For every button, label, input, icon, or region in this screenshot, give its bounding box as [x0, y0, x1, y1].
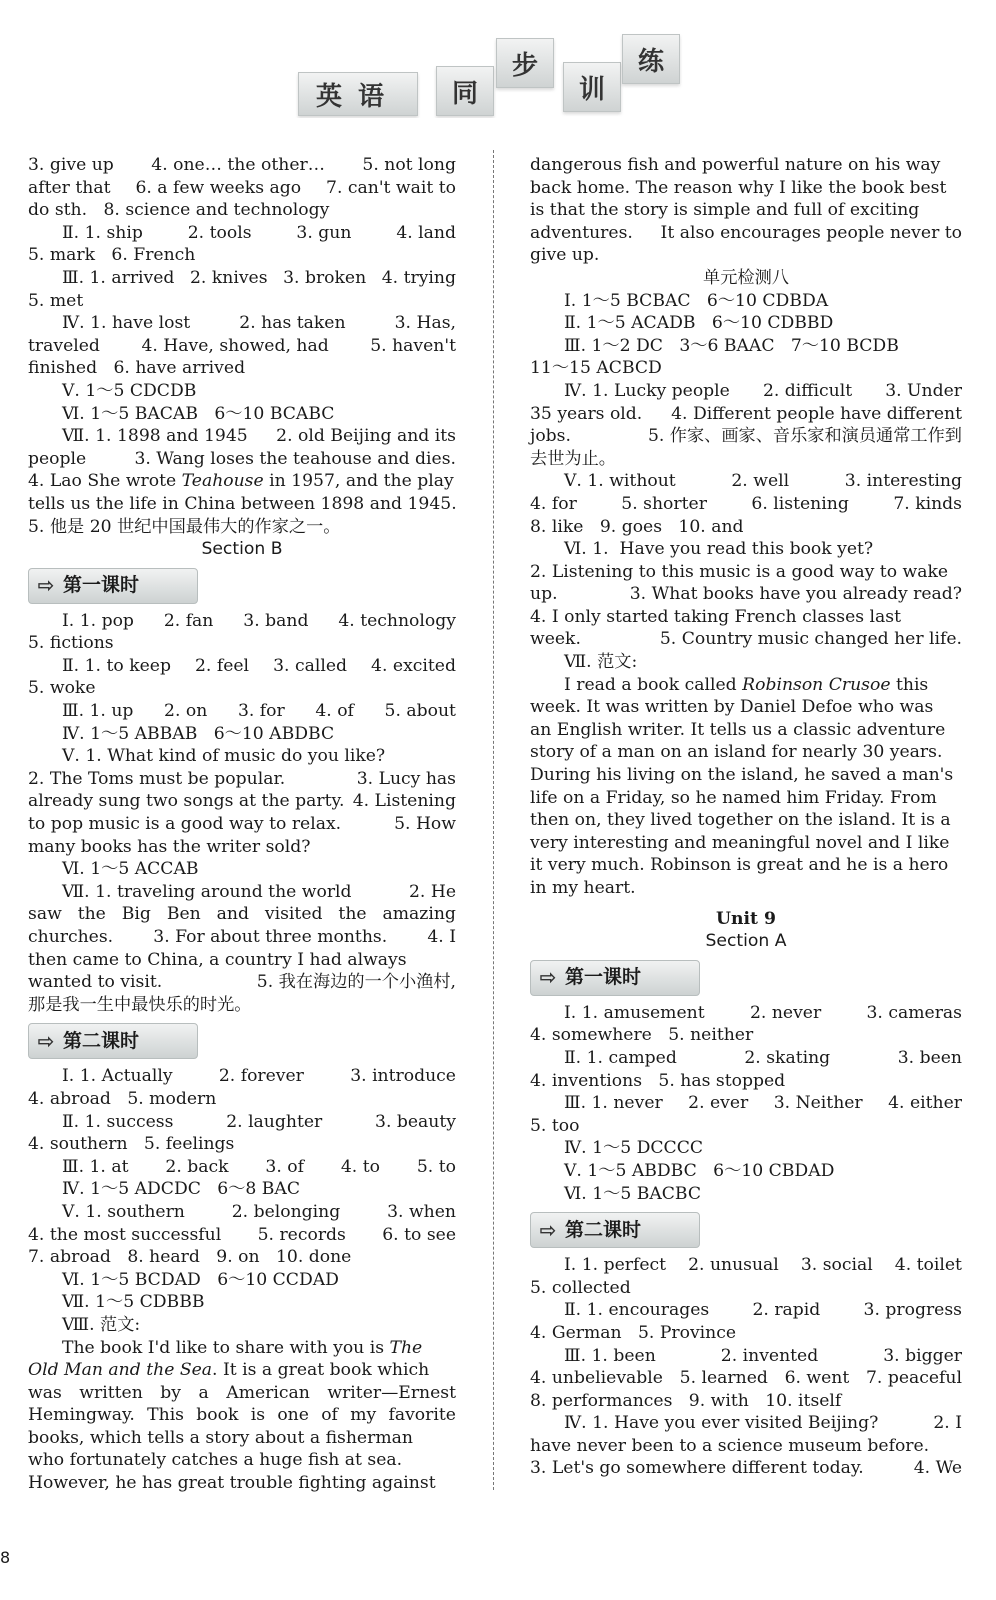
text-line: Ⅳ. 1. have lost 2. has taken 3. Has,	[62, 313, 456, 334]
title-char-2: 步	[496, 38, 554, 88]
text-line: 5. collected	[530, 1277, 631, 1298]
text-line: Ⅴ. 1～5 ABDBC 6～10 CBDAD	[564, 1160, 835, 1181]
text-line: I read a book called Robinson Crusoe this	[564, 674, 929, 695]
text-line: was written by a American writer—Ernest	[28, 1382, 456, 1403]
text-line: Ⅲ. 1. been 2. invented 3. bigger	[564, 1345, 962, 1366]
text-line: 8. performances 9. with 10. itself	[530, 1390, 842, 1411]
lesson-banner: ⇨ 第一课时	[28, 568, 198, 604]
subject-label: 英语	[298, 72, 418, 116]
text-line: Ⅵ. 1～5 ACCAB	[62, 859, 199, 880]
column-divider	[493, 150, 494, 1490]
text-line: churches. 3. For about three months. 4. I	[28, 927, 456, 947]
text-line: During his living on the island, he saved a man's	[530, 765, 954, 786]
title-char-3: 训	[563, 62, 621, 112]
text-line: Ⅵ. 1～5 BCDAD 6～10 CCDAD	[62, 1269, 339, 1290]
section-heading: Section B	[201, 539, 283, 560]
text-line: Ⅶ. 1. 1898 and 1945 2. old Beijing and its	[62, 426, 456, 447]
text-line: traveled 4. Have, showed, had 5. haven't	[28, 335, 456, 356]
text-line: 2. The Toms must be popular. 3. Lucy has	[28, 768, 456, 789]
text-line: it very much. Robinson is great and he is a hero	[530, 855, 949, 876]
text-line: The book I'd like to share with you is The	[62, 1337, 423, 1358]
text-line: Ⅳ. 1～5 DCCCC	[564, 1138, 704, 1159]
text-line: adventures. It also encourages people never to	[530, 222, 962, 243]
arrow-right-icon: ⇨	[539, 965, 557, 990]
page-number: 8	[0, 1548, 11, 1567]
text-line: then on, they lived together on the island. It is a	[530, 810, 951, 831]
title-char-1: 同	[436, 66, 494, 116]
text-line: who fortunately catches a huge fish at sea.	[28, 1450, 403, 1471]
text-line: Ⅶ. 范文:	[564, 652, 638, 673]
section-heading: Section A	[705, 931, 787, 952]
text-line: 5. 他是 20 世纪中国最伟大的作家之一。	[28, 516, 341, 537]
text-line: 4. inventions 5. has stopped	[530, 1070, 786, 1091]
text-line: Ⅰ. 1. perfect 2. unusual 3. social 4. toilet	[564, 1255, 962, 1276]
text-line: in my heart.	[530, 878, 636, 898]
right-column	[530, 154, 962, 1480]
text-line: Ⅵ. 1～5 BACAB 6～10 BCABC	[62, 403, 335, 424]
text-line: Ⅱ. 1. camped 2. skating 3. been	[564, 1047, 962, 1068]
text-line: have never been to a science museum before.	[530, 1435, 930, 1456]
lesson-banner: ⇨ 第二课时	[530, 1212, 700, 1248]
text-line: Ⅱ. 1～5 ACADB 6～10 CDBBD	[564, 313, 834, 334]
arrow-right-icon: ⇨	[37, 573, 55, 598]
arrow-right-icon: ⇨	[37, 1029, 55, 1054]
text-line: Ⅰ. 1. amusement 2. never 3. cameras	[564, 1002, 962, 1023]
text-line: Ⅲ. 1. arrived 2. knives 3. broken 4. trying	[62, 267, 456, 288]
text-line: Ⅶ. 1. traveling around the world 2. He	[62, 881, 456, 902]
text-line: However, he has great trouble fighting against	[28, 1473, 436, 1494]
text-line: Ⅳ. 1. Have you ever visited Beijing? 2. I	[564, 1413, 962, 1434]
text-line: up. 3. What books have you already read?	[530, 584, 962, 605]
text-line: life on a Friday, so he named him Friday. From	[530, 787, 937, 808]
title-char-4: 练	[622, 34, 680, 84]
page-header	[0, 0, 996, 118]
text-line: week. 5. Country music changed her life.	[530, 629, 962, 650]
text-line: Ⅰ. 1. Actually 2. forever 3. introduce	[62, 1066, 456, 1087]
text-line: back home. The reason why I like the book best	[530, 177, 947, 198]
text-line: 2. Listening to this music is a good way to wake	[530, 561, 949, 582]
text-line: Ⅴ. 1. southern 2. belonging 3. when	[62, 1201, 456, 1222]
text-line: 11～15 ACBCD	[530, 358, 662, 379]
text-line: 3. give up 4. one… the other… 5. not long	[28, 155, 456, 175]
text-line: 4. for 5. shorter 6. listening 7. kinds	[530, 493, 962, 514]
text-line: dangerous fish and powerful nature on his way	[530, 155, 941, 175]
text-line: Ⅱ. 1. ship 2. tools 3. gun 4. land	[62, 222, 456, 243]
text-line: Ⅱ. 1. success 2. laughter 3. beauty	[62, 1111, 456, 1132]
text-line: 4. I only started taking French classes last	[530, 606, 902, 627]
lesson-banner: ⇨ 第一课时	[530, 960, 700, 996]
text-line: Ⅲ. 1. up 2. on 3. for 4. of 5. about	[62, 701, 456, 722]
text-line: 4. abroad 5. modern	[28, 1088, 217, 1109]
text-line: 4. German 5. Province	[530, 1322, 737, 1343]
text-line: Ⅱ. 1. encourages 2. rapid 3. progress	[564, 1300, 962, 1321]
text-line: story of a man on an island for nearly 30 years.	[530, 742, 943, 763]
text-line: an English writer. It tells us a classic adventure	[530, 719, 946, 740]
text-line: people 3. Wang loses the teahouse and dies.	[28, 448, 456, 469]
text-line: very interesting and meaningful novel and I like	[530, 832, 950, 853]
text-line: Old Man and the Sea . It is a great book which	[28, 1360, 430, 1381]
text-line: finished 6. have arrived	[28, 358, 246, 379]
section-heading: 单元检测八	[703, 267, 789, 288]
text-line: 8. like 9. goes 10. and	[530, 516, 744, 537]
text-line: after that 6. a few weeks ago 7. can't wait to	[28, 177, 456, 198]
text-line: 4. somewhere 5. neither	[530, 1025, 754, 1046]
text-line: Hemingway. This book is one of my favorite	[28, 1405, 456, 1426]
text-line: Ⅴ. 1. What kind of music do you like?	[62, 746, 386, 767]
text-line: Ⅳ. 1. Lucky people 2. difficult 3. Under	[564, 380, 962, 401]
text-line: 3. Let's go somewhere different today. 4. We	[530, 1458, 962, 1479]
text-line: do sth. 8. science and technology	[28, 200, 330, 221]
text-line: already sung two songs at the party. 4. Listening	[28, 791, 456, 812]
text-line: 4. southern 5. feelings	[28, 1134, 235, 1155]
left-column	[28, 154, 456, 1495]
text-line: 5. met	[28, 290, 84, 311]
text-line: Ⅲ. 1. never 2. ever 3. Neither 4. either	[564, 1093, 962, 1114]
text-line: tells us the life in China between 1898 and 1945.	[28, 493, 457, 514]
text-line: 7. abroad 8. heard 9. on 10. done	[28, 1247, 352, 1268]
text-line: Ⅷ. 范文:	[62, 1314, 141, 1335]
text-line: 那是我一生中最快乐的时光。	[28, 994, 252, 1015]
text-line: 5. fictions	[28, 633, 114, 654]
text-line: to pop music is a good way to relax. 5. How	[28, 814, 456, 835]
text-line: 4. unbelievable 5. learned 6. went 7. peaceful	[530, 1368, 962, 1389]
text-line: Ⅳ. 1～5 ADCDC 6～8 BAC	[62, 1179, 300, 1200]
text-line: 5. too	[530, 1115, 580, 1136]
text-line: 5. woke	[28, 678, 96, 699]
text-line: Ⅱ. 1. to keep 2. feel 3. called 4. excited	[62, 655, 456, 676]
text-line: Ⅰ. 1. pop 2. fan 3. band 4. technology	[62, 610, 456, 631]
text-line: Ⅴ. 1. without 2. well 3. interesting	[564, 471, 962, 492]
text-line: Ⅵ. 1～5 BACBC	[564, 1183, 702, 1204]
text-line: give up.	[530, 245, 600, 266]
text-line: then came to China, a country I had always	[28, 949, 407, 970]
text-line: saw the Big Ben and visited the amazing	[28, 904, 456, 925]
text-line: Ⅲ. 1～2 DC 3～6 BAAC 7～10 BCDB	[564, 335, 899, 356]
unit-heading: Unit 9	[716, 908, 776, 929]
text-line: wanted to visit. 5. 我在海边的一个小渔村,	[28, 972, 456, 993]
text-line: 4. Lao She wrote Teahouse in 1957, and the play	[28, 471, 454, 492]
text-line: week. It was written by Daniel Defoe who was	[530, 697, 934, 718]
text-line: Ⅶ. 1～5 CDBBB	[62, 1292, 205, 1313]
text-line: 35 years old. 4. Different people have different	[530, 403, 962, 424]
text-line: jobs. 5. 作家、画家、音乐家和演员通常工作到	[530, 426, 962, 447]
text-line: Ⅰ. 1～5 BCBAC 6～10 CDBDA	[564, 290, 829, 311]
text-line: many books has the writer sold?	[28, 836, 311, 857]
text-line: is that the story is simple and full of exciting	[530, 200, 920, 221]
text-line: books, which tells a story about a fisherman	[28, 1427, 413, 1448]
text-line: 去世为止。	[530, 448, 616, 469]
text-line: Ⅲ. 1. at 2. back 3. of 4. to 5. to	[62, 1156, 456, 1177]
arrow-right-icon: ⇨	[539, 1217, 557, 1242]
text-line: Ⅳ. 1～5 ABBAB 6～10 ABDBC	[62, 723, 335, 744]
text-line: 5. mark 6. French	[28, 245, 196, 266]
lesson-banner: ⇨ 第二课时	[28, 1023, 198, 1059]
text-line: Ⅴ. 1～5 CDCDB	[62, 380, 197, 401]
text-line: Ⅵ. 1. Have you read this book yet?	[564, 539, 874, 560]
text-line: 4. the most successful 5. records 6. to see	[28, 1224, 456, 1245]
